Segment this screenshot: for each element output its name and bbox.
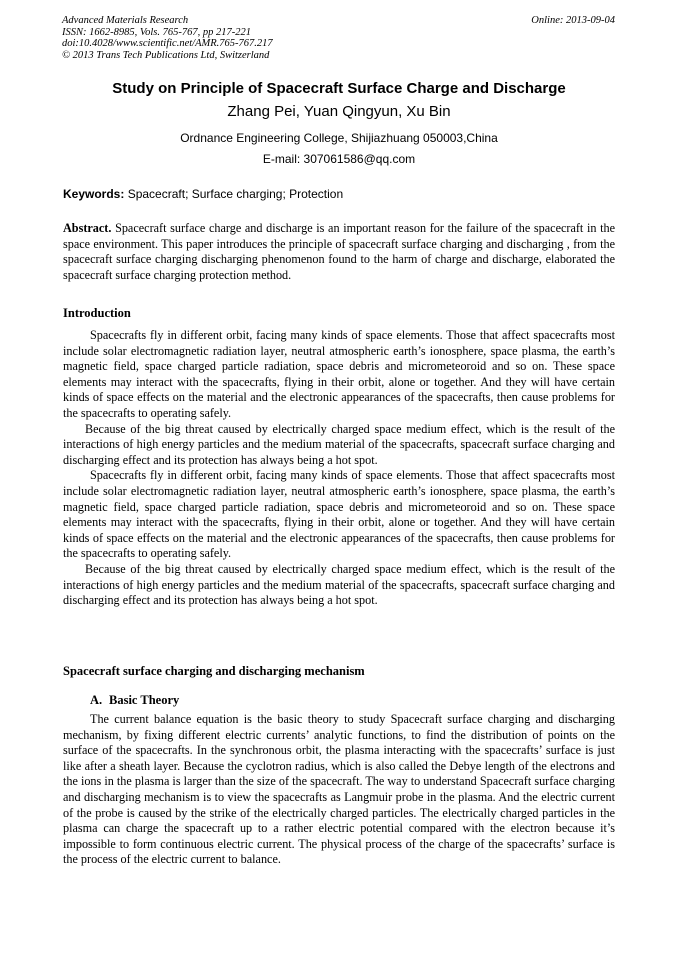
basic-theory-body	[63, 712, 615, 868]
affiliation: Ordnance Engineering College, Shijiazhuang 050003,China	[180, 131, 498, 145]
introduction-heading: Introduction	[63, 306, 131, 320]
abstract-text: Spacecraft surface charge and discharge is an important reason for the failure of the spacecraft in the space environment. This paper introduces the principle of spacecraft surface charging and discharging , from the spacecraft surface charging discharging phenomenon found to the harm of charge and discharge, elaborated the spacecraft surface charging protection method.	[63, 221, 615, 282]
author-list: Zhang Pei, Yuan Qingyun, Xu Bin	[227, 103, 451, 120]
journal-header	[62, 15, 273, 61]
keywords-text: Spacecraft; Surface charging; Protection	[127, 187, 344, 201]
introduction-body	[63, 328, 615, 609]
intro-paragraph: Because of the big threat caused by electrically charged space medium effect, which is the result of the interactions of high energy particles and the medium material of the spacecrafts, spacecraft surface charging and discharging effect and its protection has always being a hot spot.	[63, 421, 615, 467]
keywords-label: Keywords:	[63, 187, 125, 201]
doi-line: doi:10.4028/www.scientific.net/AMR.765-767.217	[62, 38, 273, 49]
abstract-label: Abstract.	[63, 221, 112, 235]
journal-name: Advanced Materials Research	[62, 15, 189, 26]
copyright-line: © 2013 Trans Tech Publications Ltd, Switzerland	[62, 49, 270, 61]
intro-paragraph: Spacecrafts fly in different orbit, facing many kinds of space elements. Those that affect spacecrafts most include solar electromagnetic radiation layer, neutral atmospheric earth’s ionosphere, space plasma, the earth’s magnetic field, space charged particle radiation, space debris and micrometeoroid and so on. These space elements may interact with the spacecrafts, flying in their orbit, alone or together. And they will have certain kinds of space effects on the material and the electronic appearances of the spacecrafts, then cause problems for the spacecrafts to operating safely.	[63, 468, 615, 561]
paper-title: Study on Principle of Spacecraft Surface Charge and Discharge	[112, 80, 566, 97]
intro-paragraph: Spacecrafts fly in different orbit, facing many kinds of space elements. Those that affect spacecrafts most include solar electromagnetic radiation layer, neutral atmospheric earth’s ionosphere, space plasma, the earth’s magnetic field, space charged particle radiation, space debris and micrometeoroid and so on. These space elements may interact with the spacecrafts, flying in their orbit, alone or together. And they will have certain kinds of space effects on the material and the electronic appearances of the spacecrafts, then cause problems for the spacecrafts to operating safely.	[63, 328, 615, 420]
basic-theory-paragraph: The current balance equation is the basic theory to study Spacecraft surface charging and discharging mechanism, by fixing different electric currents’ analytic functions, to find the distribution of points on the surface of the spacecrafts. In the synchronous orbit, the plasma interacting with the spacecrafts’ surface is just like after a sheath layer. Because the cyclotron radius, which is also called the Debye length of the electrons and the ions in the plasma is larger than the size of the spacecraft. The way to understand Spacecraft surface charging and discharging mechanism is to view the spacecrafts as Langmuir probe in the plasma. And the electric current of the probe is caused by the strike of the electrically charged particles. The electrically charged particles in the plasma can charge the spacecraft up to a rather electric potential compared with the electron because it’s impossible to form continuous electric current. The physical process of the charge of the spacecrafts’ surface is the process of the electric current to balance.	[63, 712, 615, 867]
keywords	[63, 187, 615, 201]
issn-line: ISSN: 1662-8985, Vols. 765-767, pp 217-221	[62, 26, 251, 38]
subsection-title: Basic Theory	[109, 693, 180, 707]
online-date: Online: 2013-09-04	[531, 15, 615, 26]
abstract	[63, 221, 615, 283]
subsection-heading	[90, 693, 179, 708]
email-line: E-mail: 307061586@qq.com	[262, 152, 416, 166]
intro-paragraph: Because of the big threat caused by electrically charged space medium effect, which is the result of the interactions of high energy particles and the medium material of the spacecrafts, spacecraft surface charging and discharging effect and its protection has always being a hot spot.	[63, 561, 615, 608]
mechanism-heading: Spacecraft surface charging and discharging mechanism	[63, 664, 365, 678]
subsection-label: A.	[90, 693, 103, 707]
